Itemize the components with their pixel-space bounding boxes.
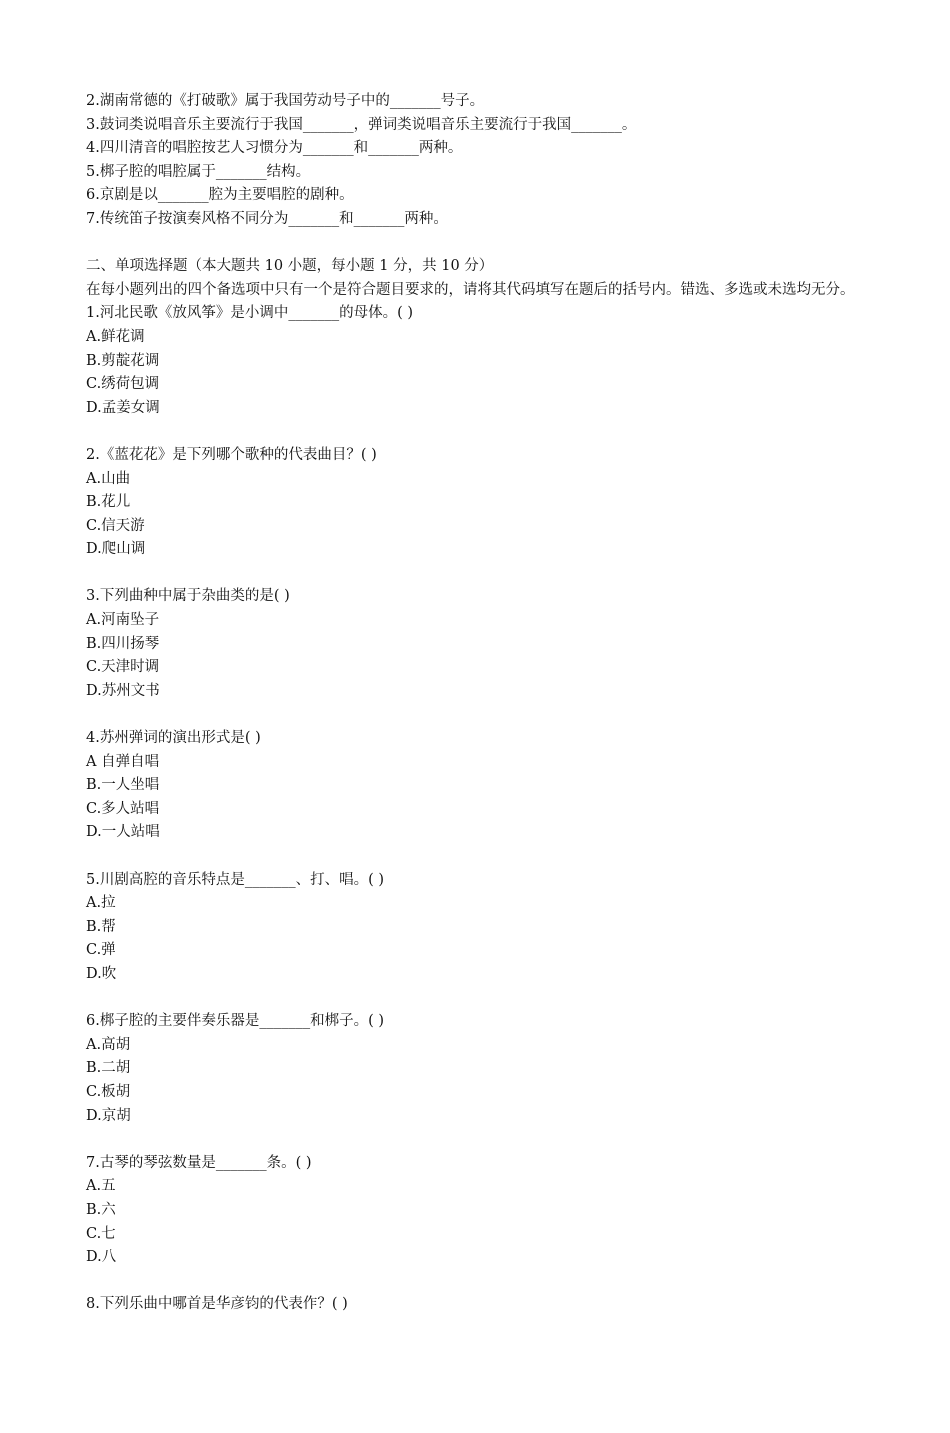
question-stem: 8.下列乐曲中哪首是华彦钧的代表作？( ) xyxy=(86,1296,348,1313)
question xyxy=(86,302,876,420)
question xyxy=(86,585,876,703)
fill-blank-item: 5.梆子腔的唱腔属于_______结构。 xyxy=(86,163,311,180)
option: B.花儿 xyxy=(86,494,131,511)
option: A.鲜花调 xyxy=(86,328,145,345)
question-stem: 3.下列曲种中属于杂曲类的是( ) xyxy=(86,588,290,605)
question-stem: 6.梆子腔的主要伴奏乐器是_______和梆子。( ) xyxy=(86,1013,385,1030)
option: D.吹 xyxy=(86,965,117,982)
question-stem: 2.《蓝花花》是下列哪个歌种的代表曲目？( ) xyxy=(86,446,377,463)
option: B.二胡 xyxy=(86,1060,131,1077)
option: C.七 xyxy=(86,1225,116,1242)
option: A.五 xyxy=(86,1178,116,1195)
option: D.爬山调 xyxy=(86,541,146,558)
option: B.帮 xyxy=(86,918,116,935)
fill-blank-item: 3.鼓词类说唱音乐主要流行于我国_______，弹词类说唱音乐主要流行于我国_______。 xyxy=(86,116,637,133)
question xyxy=(86,727,876,845)
option: A.河南坠子 xyxy=(86,612,160,629)
option: A 自弹自唱 xyxy=(86,753,160,770)
question-stem: 4.苏州弹词的演出形式是( ) xyxy=(86,730,261,747)
option: C.天津时调 xyxy=(86,659,160,676)
multiple-choice-section xyxy=(86,255,876,1317)
question xyxy=(86,444,876,562)
section-heading: 二、单项选择题（本大题共 10 小题，每小题 1 分，共 10 分） xyxy=(86,258,494,275)
option: C.信天游 xyxy=(86,517,145,534)
option: D.八 xyxy=(86,1249,117,1266)
option: B.一人坐唱 xyxy=(86,777,160,794)
fill-blank-item: 2.湖南常德的《打破歌》属于我国劳动号子中的_______号子。 xyxy=(86,93,485,109)
option: C.多人站唱 xyxy=(86,800,160,817)
question xyxy=(86,869,876,987)
option: D.京胡 xyxy=(86,1107,131,1124)
option: C.弹 xyxy=(86,942,116,959)
fill-blank-section xyxy=(86,90,876,232)
fill-blank-item: 6.京剧是以_______腔为主要唱腔的剧种。 xyxy=(86,187,354,204)
option: B.剪靛花调 xyxy=(86,352,160,369)
question xyxy=(86,1293,876,1317)
fill-blank-item: 7.传统笛子按演奏风格不同分为_______和_______两种。 xyxy=(86,210,448,227)
option: B.六 xyxy=(86,1201,116,1218)
option: D.一人站唱 xyxy=(86,824,160,841)
option: D.孟姜女调 xyxy=(86,399,160,416)
section-instructions: 在每小题列出的四个备选项中只有一个是符合题目要求的，请将其代码填写在题后的括号内。错选、多选或未选均无分。 xyxy=(86,281,855,298)
question-stem: 1.河北民歌《放风筝》是小调中_______的母体。( ) xyxy=(86,305,414,322)
exam-page xyxy=(86,90,876,1317)
option: C.绣荷包调 xyxy=(86,376,160,393)
option: D.苏州文书 xyxy=(86,682,160,699)
question-stem: 5.川剧高腔的音乐特点是_______、打、唱。( ) xyxy=(86,871,385,888)
fill-blank-item: 4.四川清音的唱腔按艺人习惯分为_______和_______两种。 xyxy=(86,140,463,157)
option: A.山曲 xyxy=(86,470,131,487)
option: C.板胡 xyxy=(86,1083,131,1100)
question xyxy=(86,1152,876,1270)
option: B.四川扬琴 xyxy=(86,635,160,652)
option: A.拉 xyxy=(86,895,116,912)
option: A.高胡 xyxy=(86,1036,131,1053)
question xyxy=(86,1010,876,1128)
question-stem: 7.古琴的琴弦数量是_______条。( ) xyxy=(86,1154,312,1171)
